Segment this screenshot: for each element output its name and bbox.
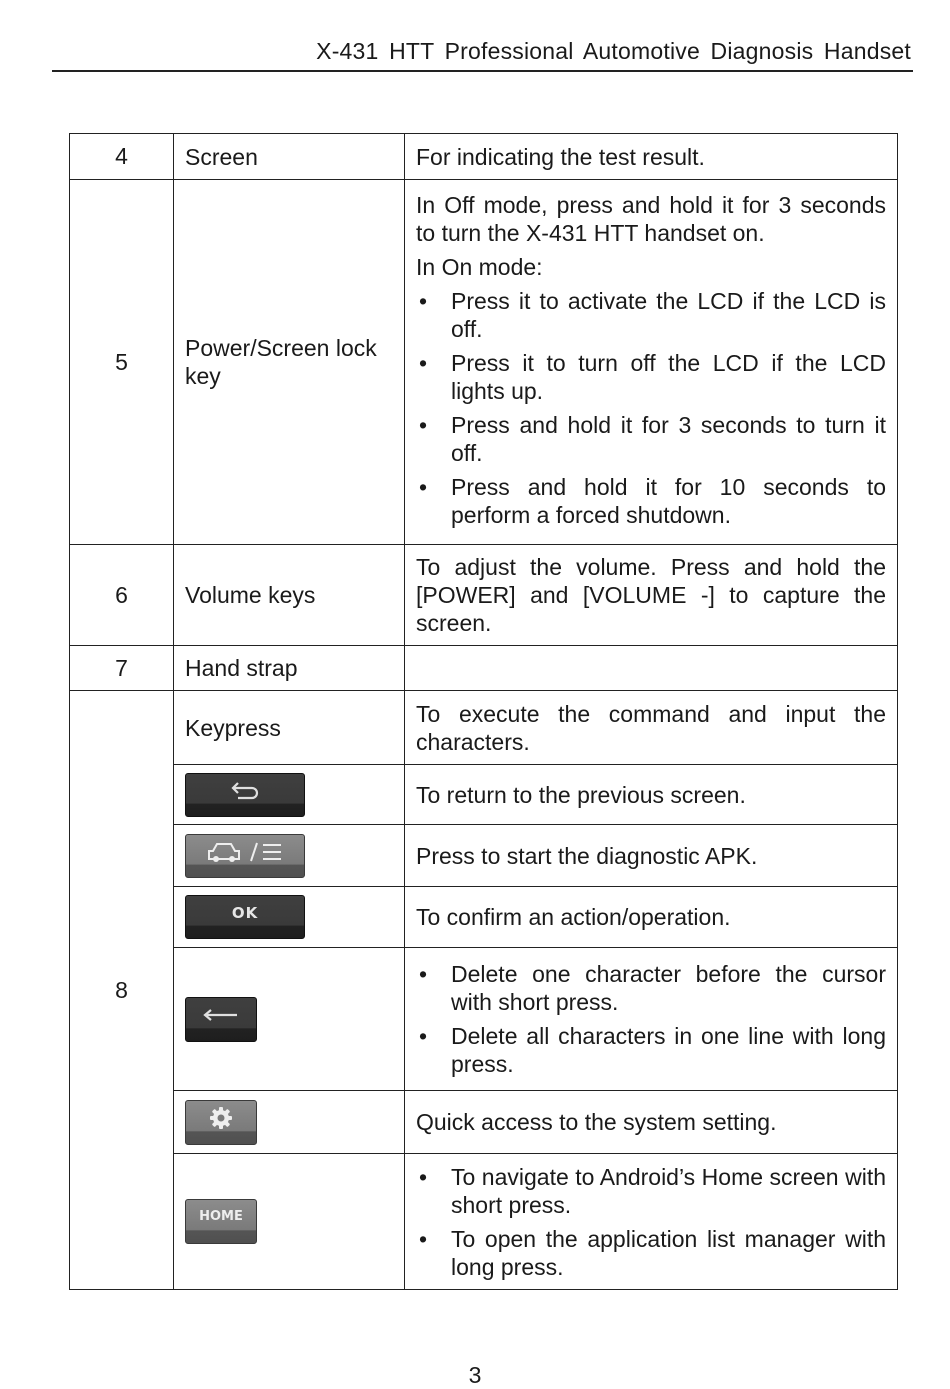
bullet-list [416,960,886,1078]
bullet-list [416,287,886,529]
list-item: • Press it to turn off the LCD if the LCD lights up. [419,349,886,404]
settings-key [185,1100,257,1145]
document-title: X-431 HTT Professional Automotive Diagnosis Handset [316,38,911,64]
home-key-label: HOME [199,1209,243,1224]
ok-key [185,895,305,939]
back-key [185,773,305,817]
key-image-cell [174,765,405,825]
table-row [70,180,898,545]
component-name: Hand strap [174,646,405,691]
key-image-cell [174,825,405,887]
component-description: To adjust the volume. Press and hold the [POWER] and [VOLUME -] to capture the screen. [405,545,898,646]
table-row [70,825,898,887]
table-row [70,765,898,825]
component-name: Screen [174,134,405,180]
table-row [70,545,898,646]
description-paragraph: In On mode: [416,253,543,280]
row-number: 8 [70,691,174,1290]
row-number: 5 [70,180,174,545]
page-header [52,36,913,72]
delete-key [185,997,257,1042]
list-item: • To navigate to Android’s Home screen with short press. [419,1163,886,1218]
component-description: To execute the command and input the characters. [405,691,898,765]
key-image-cell [174,1154,405,1290]
bullet-icon: • [419,1225,428,1252]
home-key-icon [186,1204,256,1230]
diagnostic-key [185,834,305,878]
list-item: • Delete one character before the cursor with short press. [419,961,886,1015]
description-paragraph: In Off mode, press and hold it for 3 seconds to turn the X-431 HTT handset on. [416,191,886,246]
key-description: To confirm an action/operation. [405,887,898,948]
table-row [70,134,898,180]
table-row [70,691,898,765]
home-key [185,1199,257,1244]
table-row [70,887,898,948]
key-description: To return to the previous screen. [405,765,898,825]
component-name: Volume keys [174,545,405,646]
component-description [405,646,898,691]
car-menu-icon [186,839,304,865]
component-description [405,180,898,545]
bullet-icon: • [419,411,428,438]
list-item: • Press it to activate the LCD if the LCD is off. [419,287,886,342]
bullet-list [416,1163,886,1281]
ok-key-label: OK [231,904,259,922]
gear-icon [186,1105,256,1131]
key-description [405,948,898,1091]
list-item: • Press and hold it for 3 seconds to turn it off. [419,411,886,466]
key-description [405,1154,898,1290]
row-number: 7 [70,646,174,691]
table-row [70,1091,898,1154]
key-image-cell [174,948,405,1091]
table-row [70,1154,898,1290]
component-name: Power/Screen lock key [174,180,405,545]
component-description: For indicating the test result. [405,134,898,180]
ok-key-icon [186,900,304,926]
bullet-icon: • [419,961,428,987]
bullet-icon: • [419,287,428,314]
bullet-icon: • [419,1023,428,1049]
bullet-icon: • [419,1163,428,1190]
list-item: • Press and hold it for 10 seconds to perform a forced shutdown. [419,473,886,528]
component-name: Keypress [174,691,405,765]
table-row [70,646,898,691]
key-description: Quick access to the system setting. [405,1091,898,1154]
key-description: Press to start the diagnostic APK. [405,825,898,887]
key-image-cell [174,1091,405,1154]
key-image-cell [174,887,405,948]
page-number: 3 [468,1362,482,1388]
row-number: 4 [70,134,174,180]
list-item: • To open the application list manager with long press. [419,1225,886,1280]
bullet-icon: • [419,349,428,376]
bullet-icon: • [419,473,428,500]
list-item: • Delete all characters in one line with long press. [419,1023,886,1077]
component-table [69,133,898,1290]
back-arrow-icon [186,778,304,804]
table-row [70,948,898,1091]
row-number: 6 [70,545,174,646]
delete-arrow-icon [186,1002,256,1028]
